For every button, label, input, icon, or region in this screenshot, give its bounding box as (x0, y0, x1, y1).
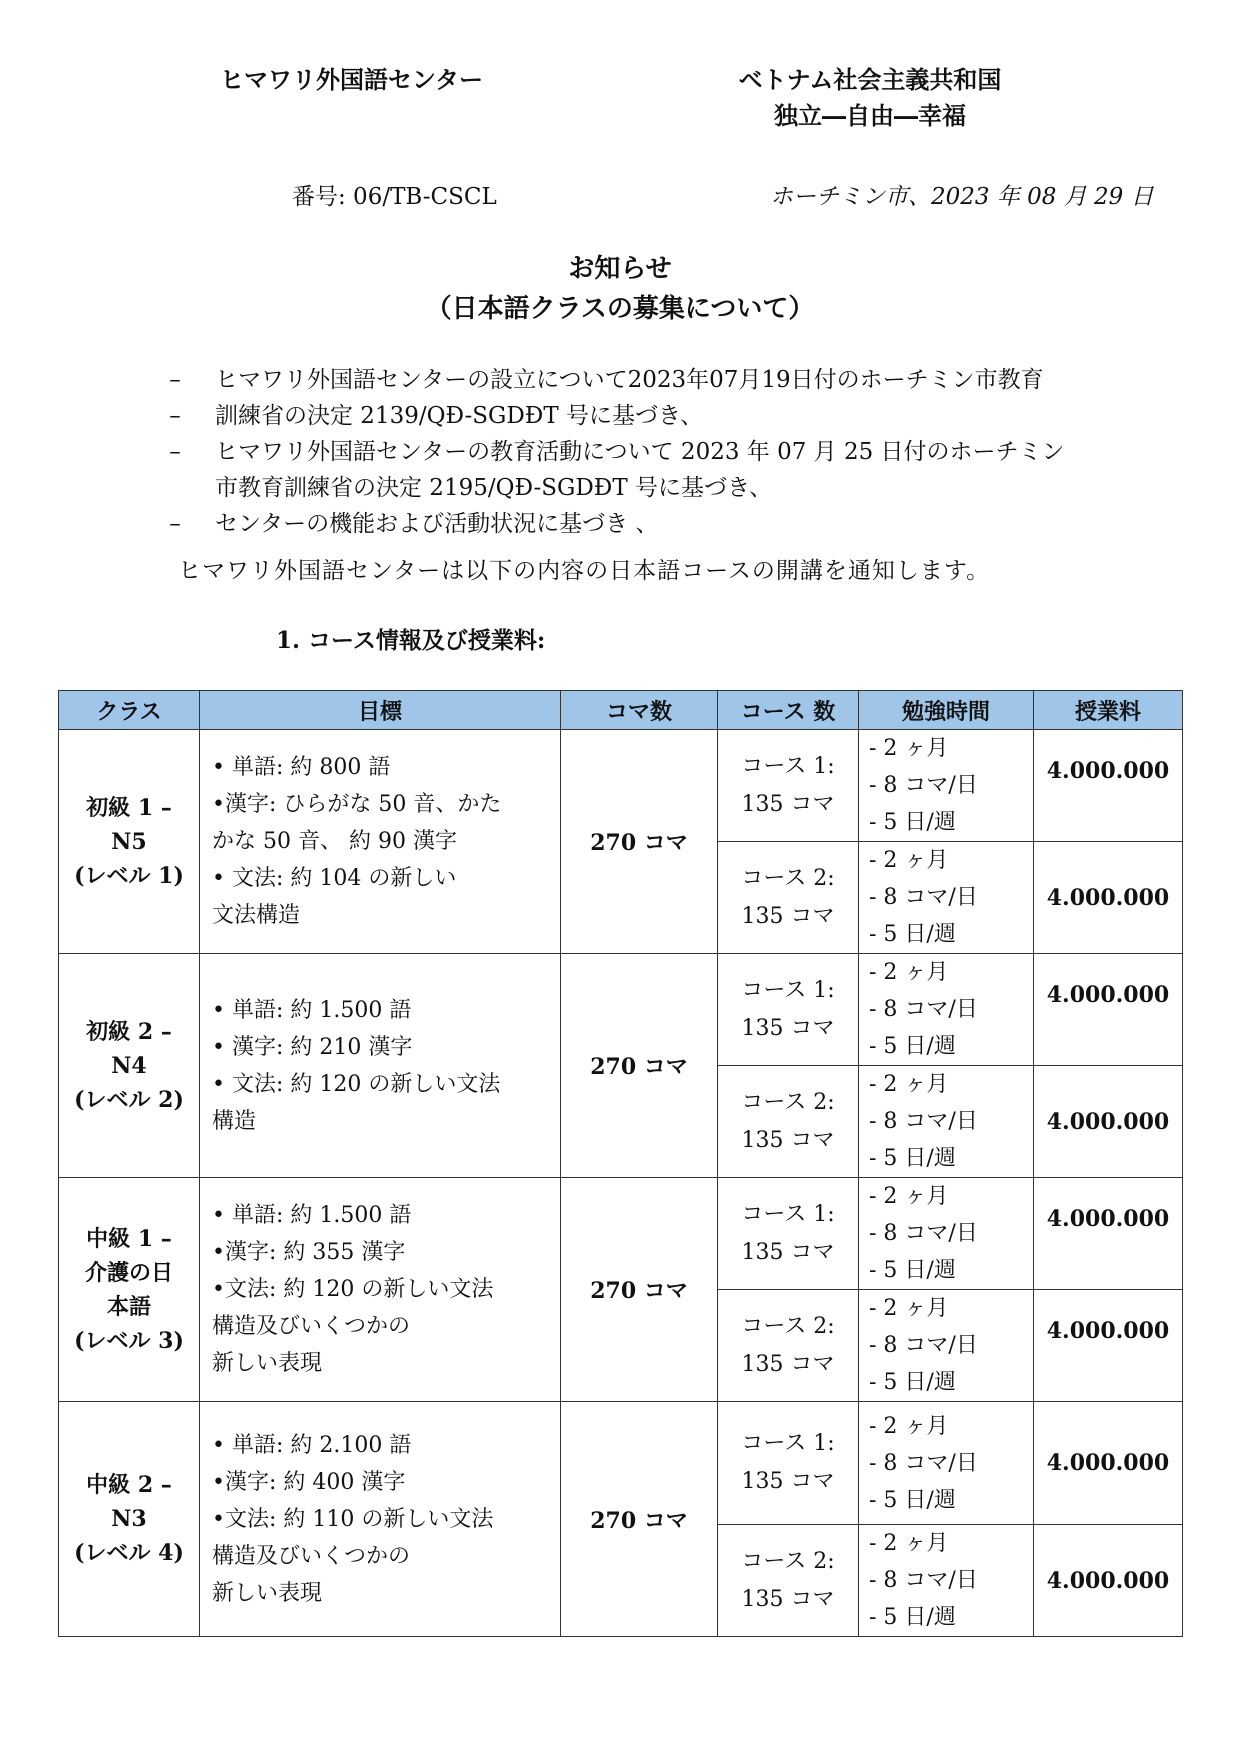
course-cell (718, 1525, 859, 1637)
national-motto: 独立―自由―幸福 (774, 101, 966, 130)
course-line: コース 1: (741, 1431, 835, 1456)
course-cell (718, 842, 859, 954)
goal-line: •文法: 約 120 の新しい文法 (212, 1277, 494, 1302)
time-line: - 8 コマ/日 (869, 1568, 978, 1593)
time-line: - 2 ヶ月 (869, 1413, 949, 1439)
basis-line: 市教育訓練省の決定 2195/QĐ-SGDĐT 号に基づき、 (215, 475, 773, 501)
class-line: 初級 2 – (86, 1018, 172, 1045)
study-time-cell (859, 842, 1034, 954)
class-line: 初級 1 – (86, 794, 172, 821)
course-line: 135 コマ (741, 1351, 835, 1377)
goal-cell (200, 730, 561, 954)
header-koma: コマ数 (561, 691, 718, 730)
course-line: 135 コマ (741, 1127, 835, 1153)
goal-cell (200, 1178, 561, 1402)
goal-line: 新しい表現 (212, 1351, 323, 1376)
dash-marker: – (169, 511, 181, 537)
goal-line: かな 50 音、 約 90 漢字 (212, 829, 457, 854)
goal-line: 構造及びいくつかの (212, 1543, 411, 1569)
course-cell (718, 1066, 859, 1178)
tuition-cell: 4.000.000 (1034, 954, 1183, 1066)
time-line: - 2 ヶ月 (869, 1296, 949, 1321)
class-line: 中級 1 – (86, 1225, 172, 1252)
header-tuition: 授業料 (1034, 691, 1183, 730)
goal-line: • 単語: 約 2.100 語 (212, 1432, 412, 1458)
dash-marker: – (169, 439, 181, 465)
tuition-cell: 4.000.000 (1034, 730, 1183, 842)
time-line: - 8 コマ/日 (869, 997, 978, 1022)
class-line: (レベル 3) (74, 1327, 184, 1354)
goal-line: 文法構造 (212, 903, 301, 928)
goal-line: 新しい表現 (212, 1580, 323, 1606)
class-line: 本語 (106, 1293, 151, 1320)
study-time-cell (859, 1178, 1034, 1290)
table-row (59, 1402, 1183, 1525)
tuition-cell: 4.000.000 (1034, 1066, 1183, 1178)
time-line: - 5 日/週 (869, 1487, 956, 1513)
class-line: N5 (111, 828, 147, 855)
class-line: 中級 2 – (86, 1472, 172, 1498)
class-line: (レベル 1) (74, 862, 184, 889)
course-line: コース 2: (741, 1313, 835, 1339)
goal-line: • 単語: 約 800 語 (212, 755, 391, 780)
time-line: - 5 日/週 (869, 1034, 956, 1059)
goal-line: • 文法: 約 104 の新しい (212, 866, 457, 891)
dash-marker: – (169, 403, 181, 429)
tuition-cell: 4.000.000 (1034, 1525, 1183, 1637)
course-line: コース 1: (741, 977, 835, 1003)
time-line: - 5 日/週 (869, 1258, 956, 1283)
basis-line: センターの機能および活動状況に基づき 、 (215, 511, 659, 537)
study-time-cell (859, 1066, 1034, 1178)
time-line: - 8 コマ/日 (869, 1333, 978, 1358)
goal-line: • 文法: 約 120 の新しい文法 (212, 1071, 501, 1097)
study-time-cell (859, 1290, 1034, 1402)
koma-cell: 270 コマ (561, 1402, 718, 1637)
class-line: (レベル 4) (74, 1540, 184, 1566)
time-line: - 8 コマ/日 (869, 1450, 978, 1476)
intro-paragraph: ヒマワリ外国語センターは以下の内容の日本語コースの開講を通知します。 (178, 558, 991, 584)
time-line: - 8 コマ/日 (869, 1109, 978, 1134)
course-line: コース 1: (741, 1201, 835, 1227)
course-line: 135 コマ (741, 1469, 835, 1494)
basis-line: ヒマワリ外国語センターの教育活動について 2023 年 07 月 25 日付のホーチミン (215, 439, 1065, 465)
basis-item (160, 506, 1160, 542)
time-line: - 5 日/週 (869, 1146, 956, 1171)
goal-line: • 漢字: 約 210 漢字 (212, 1034, 413, 1060)
class-cell (59, 730, 200, 954)
time-line: - 8 コマ/日 (869, 773, 978, 798)
koma-cell: 270 コマ (561, 954, 718, 1178)
class-line: 介護の日 (84, 1259, 173, 1286)
course-line: コース 1: (741, 753, 835, 779)
time-line: - 5 日/週 (869, 922, 956, 947)
study-time-cell (859, 1525, 1034, 1637)
class-line: N3 (111, 1506, 147, 1532)
country-name: ベトナム社会主義共和国 (738, 65, 1002, 94)
header-class: クラス (59, 691, 200, 730)
study-time-cell (859, 954, 1034, 1066)
time-line: - 8 コマ/日 (869, 1221, 978, 1246)
study-time-cell (859, 1402, 1034, 1525)
table-row (59, 730, 1183, 842)
class-cell (59, 954, 200, 1178)
course-cell (718, 1402, 859, 1525)
course-cell (718, 1290, 859, 1402)
section-heading: 1. コース情報及び授業料: (276, 627, 546, 654)
course-line: コース 2: (741, 865, 835, 891)
tuition-cell: 4.000.000 (1034, 1290, 1183, 1402)
course-cell (718, 730, 859, 842)
table-row (59, 1178, 1183, 1290)
class-line: (レベル 2) (74, 1086, 184, 1113)
goal-line: 構造及びいくつかの (212, 1314, 411, 1339)
class-cell (59, 1178, 200, 1402)
basis-item (160, 434, 1160, 506)
table-row (59, 954, 1183, 1066)
goal-line: •漢字: 約 355 漢字 (212, 1240, 406, 1265)
time-line: - 8 コマ/日 (869, 885, 978, 910)
basis-item (160, 362, 1160, 398)
course-cell (718, 954, 859, 1066)
time-line: - 2 ヶ月 (869, 848, 949, 873)
basis-line: 訓練省の決定 2139/QĐ-SGDĐT 号に基づき、 (215, 403, 704, 429)
class-line: N4 (111, 1052, 147, 1079)
document-number: 番号: 06/TB-CSCL (292, 184, 497, 210)
org-name: ヒマワリ外国語センター (220, 65, 484, 94)
header-course-count: コース 数 (718, 691, 859, 730)
goal-line: • 単語: 約 1.500 語 (212, 1203, 412, 1228)
time-line: - 5 日/週 (869, 1605, 956, 1630)
course-line: 135 コマ (741, 1586, 835, 1612)
time-line: - 5 日/週 (869, 810, 956, 835)
koma-cell: 270 コマ (561, 1178, 718, 1402)
goal-cell (200, 1402, 561, 1637)
course-cell (718, 1178, 859, 1290)
course-line: 135 コマ (741, 1015, 835, 1041)
koma-cell: 270 コマ (561, 730, 718, 954)
course-line: 135 コマ (741, 903, 835, 929)
class-cell (59, 1402, 200, 1637)
basis-item (160, 398, 1160, 434)
time-line: - 5 日/週 (869, 1370, 956, 1395)
course-line: コース 2: (741, 1548, 835, 1574)
goal-line: 構造 (212, 1108, 257, 1134)
header-goal: 目標 (200, 691, 561, 730)
header-study-time: 勉強時間 (859, 691, 1034, 730)
legal-basis-list (160, 362, 1160, 542)
course-line: コース 2: (741, 1089, 835, 1115)
goal-line: •漢字: ひらがな 50 音、かた (212, 792, 502, 817)
basis-line: ヒマワリ外国語センターの設立について2023年07月19日付のホーチミン市教育 (215, 367, 1044, 393)
notice-subtitle: （日本語クラスの募集について） (425, 294, 815, 324)
goal-line: •文法: 約 110 の新しい文法 (212, 1506, 494, 1532)
course-table (58, 690, 1183, 1637)
tuition-cell: 4.000.000 (1034, 1178, 1183, 1290)
time-line: - 2 ヶ月 (869, 1184, 949, 1209)
time-line: - 2 ヶ月 (869, 960, 949, 985)
place-date: ホーチミン市、2023 年 08 月 29 日 (770, 184, 1154, 210)
course-line: 135 コマ (741, 791, 835, 817)
course-line: 135 コマ (741, 1239, 835, 1265)
notice-title: お知らせ (568, 254, 672, 284)
goal-line: •漢字: 約 400 漢字 (212, 1469, 406, 1495)
time-line: - 2 ヶ月 (869, 1072, 949, 1097)
goal-line: • 単語: 約 1.500 語 (212, 997, 412, 1023)
table-header-row (59, 691, 1183, 730)
dash-marker: – (169, 367, 181, 393)
time-line: - 2 ヶ月 (869, 1531, 949, 1556)
study-time-cell (859, 730, 1034, 842)
tuition-cell: 4.000.000 (1034, 842, 1183, 954)
goal-cell (200, 954, 561, 1178)
time-line: - 2 ヶ月 (869, 736, 949, 761)
tuition-cell: 4.000.000 (1034, 1402, 1183, 1525)
